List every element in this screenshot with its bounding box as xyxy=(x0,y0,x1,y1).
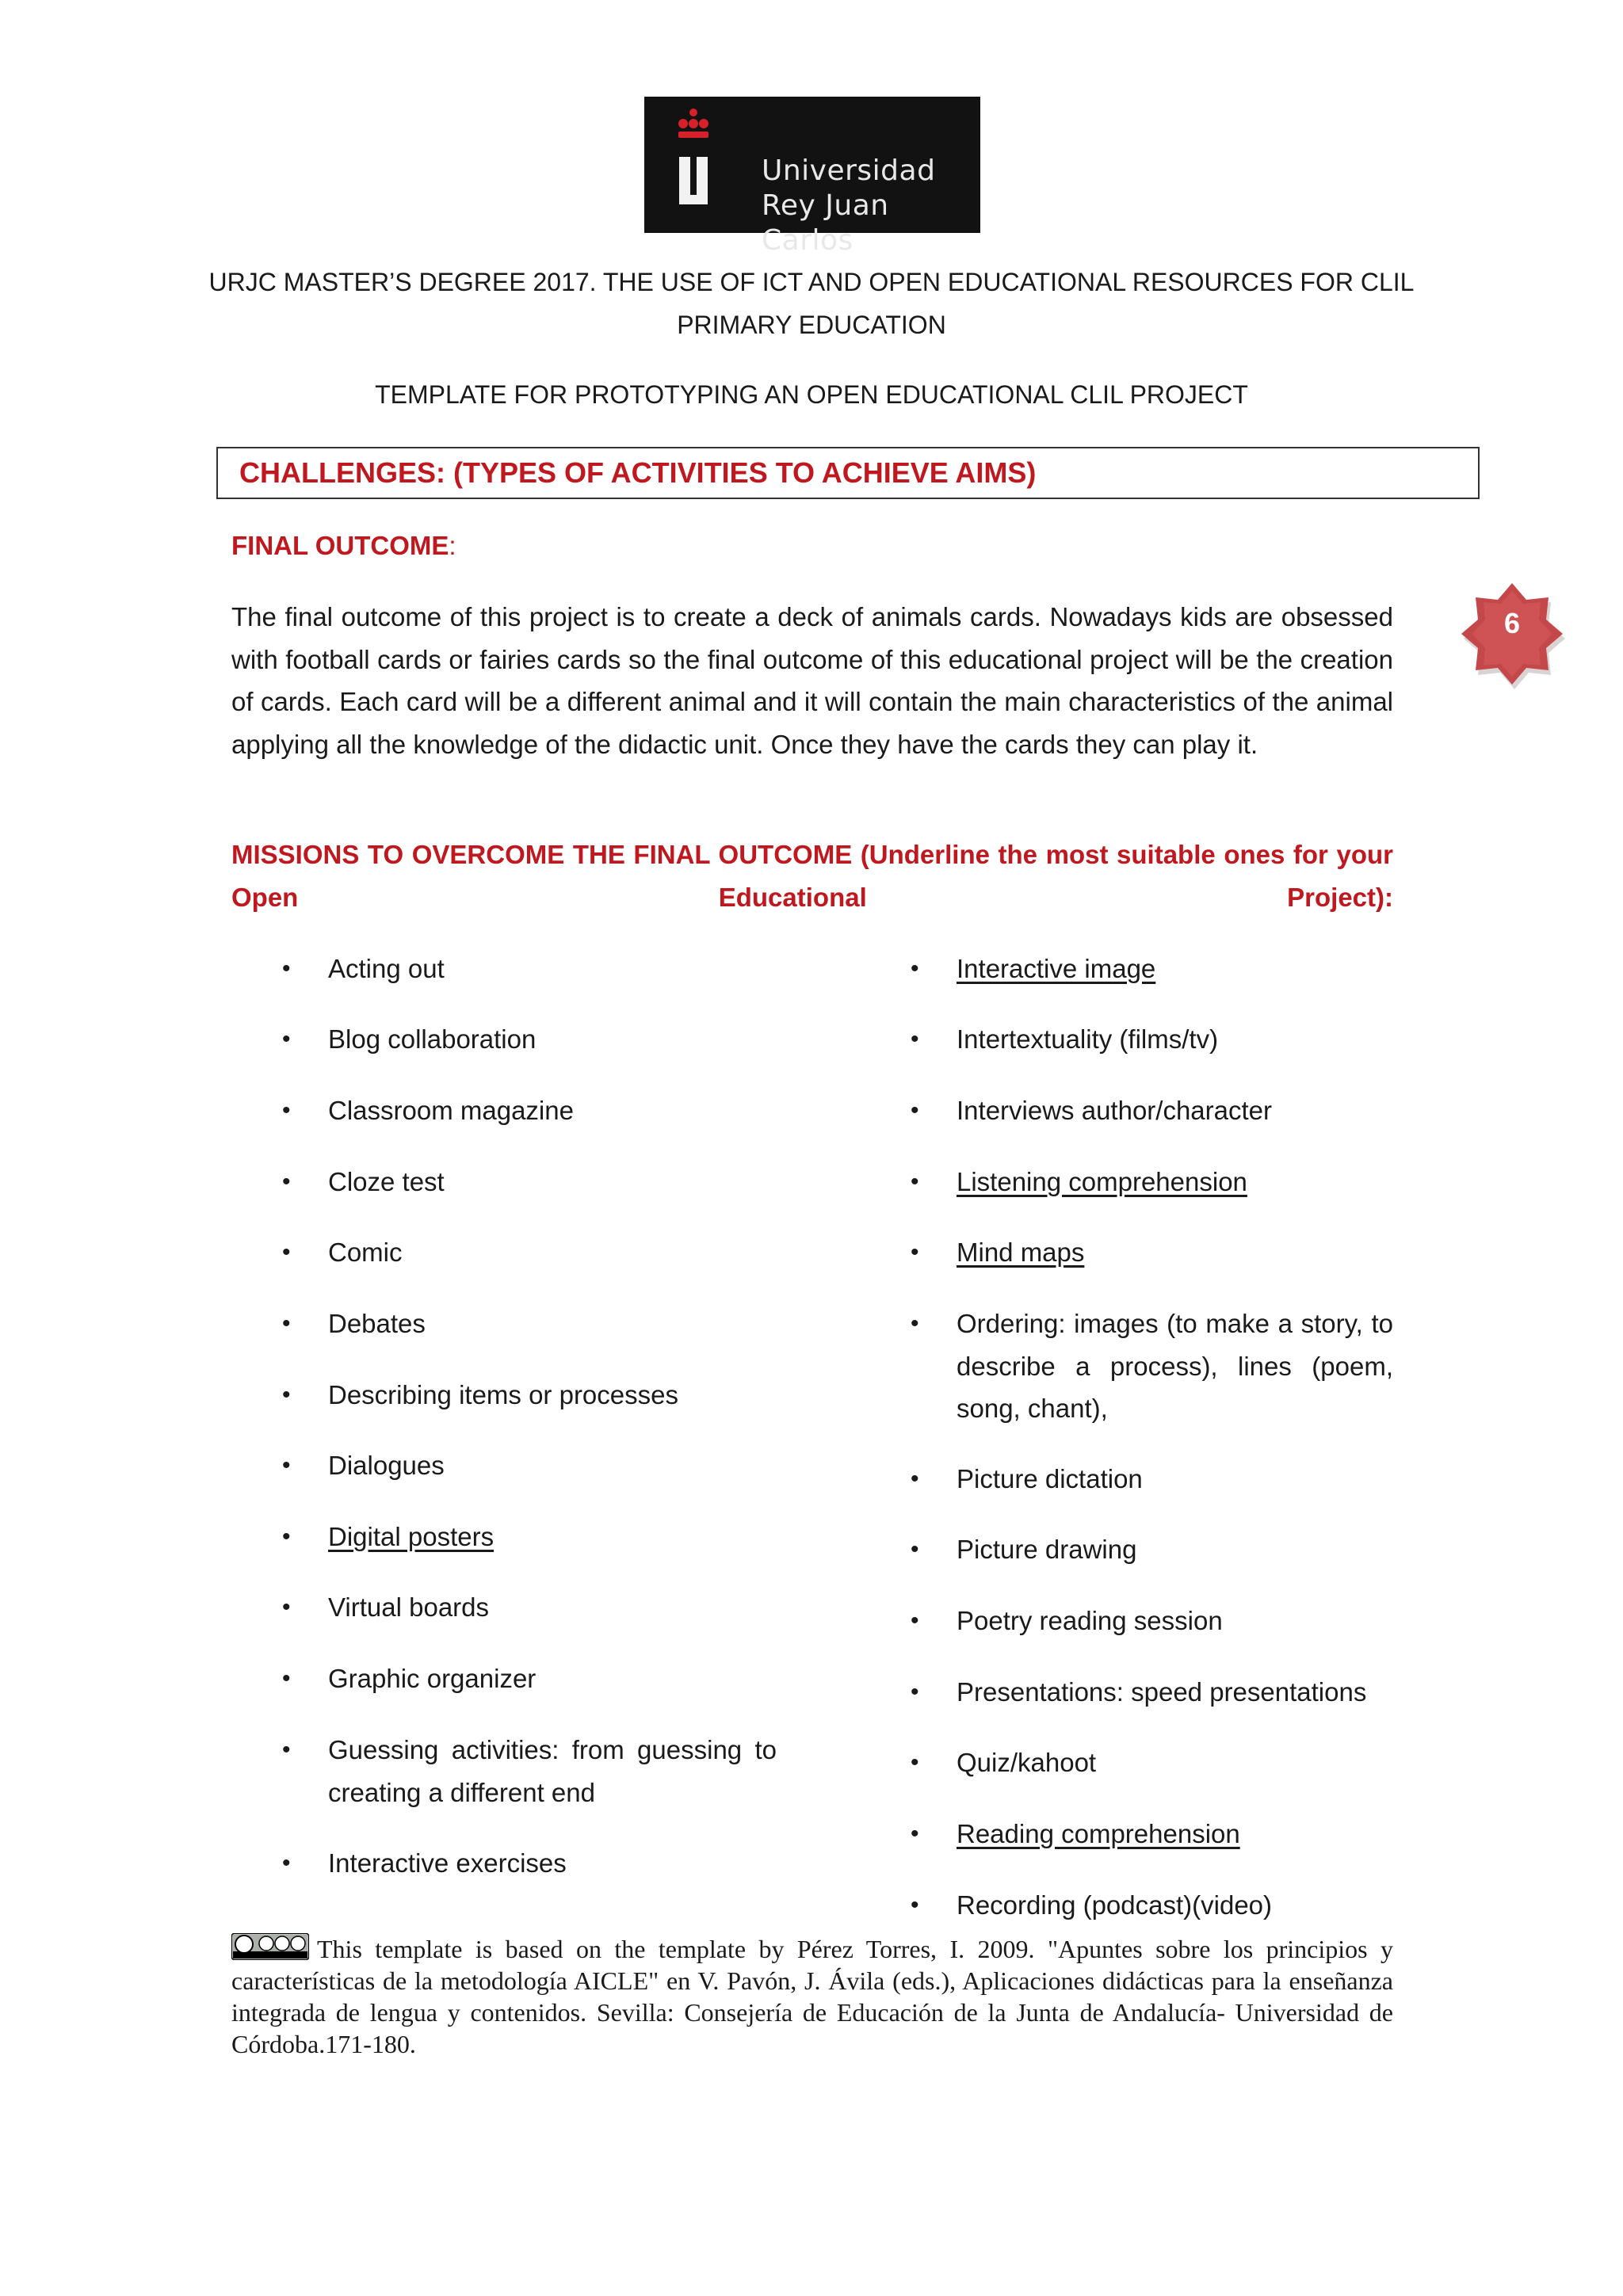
list-item xyxy=(911,1302,1393,1430)
list-item xyxy=(282,1516,804,1558)
list-item xyxy=(911,1458,1400,1501)
list-item xyxy=(911,1161,1400,1203)
list-item-text: Acting out xyxy=(328,954,445,983)
bullet-icon: • xyxy=(911,1026,919,1052)
list-item xyxy=(282,1729,777,1814)
page-number: 6 xyxy=(1503,607,1521,639)
list-item xyxy=(911,1813,1400,1855)
bullet-icon: • xyxy=(282,1026,291,1052)
list-item-text: Cloze test xyxy=(328,1167,445,1196)
list-item xyxy=(911,1231,1400,1274)
list-item xyxy=(911,1671,1416,1714)
list-item xyxy=(282,1302,804,1345)
template-subtitle: TEMPLATE FOR PROTOTYPING AN OPEN EDUCATIONAL CLIL PROJECT xyxy=(375,380,1248,409)
list-item xyxy=(911,1741,1400,1784)
list-item xyxy=(282,1657,804,1700)
university-logo xyxy=(644,97,980,257)
bullet-icon: • xyxy=(282,1310,291,1337)
list-item-text: Picture dictation xyxy=(957,1464,1143,1493)
header-title-line-2: PRIMARY EDUCATION xyxy=(677,311,946,339)
list-item xyxy=(911,1089,1400,1132)
bullet-icon: • xyxy=(282,1169,291,1195)
page-number-badge xyxy=(1455,577,1569,691)
list-item-text: Interactive image xyxy=(957,954,1156,983)
list-item-text: Interactive exercises xyxy=(328,1848,567,1878)
list-item-text: Presentations: speed presentations xyxy=(957,1677,1367,1707)
list-item-text: Ordering: images (to make a story, to describe a process), lines (poem, song, chant), xyxy=(957,1309,1393,1423)
bullet-icon: • xyxy=(911,1821,919,1847)
bullet-icon: • xyxy=(911,1608,919,1634)
list-item-text: Recording (podcast)(video) xyxy=(957,1890,1273,1920)
list-item xyxy=(282,1089,804,1132)
list-item xyxy=(282,1161,804,1203)
list-item-text: Guessing activities: from guessing to creating a different end xyxy=(328,1735,777,1807)
bullet-icon: • xyxy=(911,1749,919,1775)
list-item-text: Listening comprehension xyxy=(957,1167,1247,1196)
list-item xyxy=(282,1586,804,1629)
list-item xyxy=(911,1884,1400,1927)
list-item-text: Graphic organizer xyxy=(328,1664,537,1693)
bullet-icon: • xyxy=(911,1169,919,1195)
bullet-icon: • xyxy=(911,955,919,982)
list-item xyxy=(282,1444,804,1487)
list-item xyxy=(282,948,804,990)
list-item xyxy=(282,1018,804,1061)
list-item-text: Describing items or processes xyxy=(328,1380,678,1409)
list-item xyxy=(282,1842,804,1885)
final-outcome-label-text: FINAL OUTCOME xyxy=(231,531,449,560)
footer-citation: This template is based on the template by Pérez Torres, I. 2009. "Apuntes sobre los principios y características de la metodología AICLE" en V. Pavón, J. Ávila (eds.), Aplicaciones didácticas para la enseñanza integrada de lengua y contenidos. Sevilla: Consejería de Educación de la Junta de Andalucía- Universidad de Córdoba.171-180. xyxy=(231,1935,1393,2058)
list-item-text: Digital posters xyxy=(328,1522,495,1551)
bullet-icon: • xyxy=(911,1239,919,1265)
bullet-icon: • xyxy=(911,1466,919,1492)
list-item-text: Mind maps xyxy=(957,1238,1085,1267)
list-item xyxy=(282,1231,804,1274)
list-item xyxy=(911,1018,1400,1061)
list-item xyxy=(911,948,1400,990)
bullet-icon: • xyxy=(911,1310,919,1337)
list-item-text: Comic xyxy=(328,1238,403,1267)
list-item-text: Quiz/kahoot xyxy=(957,1748,1097,1777)
list-item-text: Debates xyxy=(328,1309,426,1338)
bullet-icon: • xyxy=(911,1097,919,1123)
list-item-text: Picture drawing xyxy=(957,1535,1137,1564)
bullet-icon: • xyxy=(282,955,291,982)
final-outcome-colon: : xyxy=(449,531,456,560)
bullet-icon: • xyxy=(911,1536,919,1562)
bullet-icon: • xyxy=(282,1594,291,1620)
challenges-heading: CHALLENGES: (TYPES OF ACTIVITIES TO ACHIEVE AIMS) xyxy=(239,456,1037,489)
challenges-heading-box xyxy=(216,447,1480,499)
bullet-icon: • xyxy=(911,1679,919,1705)
list-item-text: Intertextuality (films/tv) xyxy=(957,1024,1219,1054)
list-item-text: Virtual boards xyxy=(328,1592,490,1622)
bullet-icon: • xyxy=(282,1850,291,1876)
final-outcome-paragraph: The final outcome of this project is to create a deck of animals cards. Nowadays kids are obsessed with football cards or fairies cards so the final outcome of this educational project will be the creation of cards. Each card will be a different animal and it will contain the main characteristics of the animal applying all the knowledge of the didactic unit. Once they have the cards they can play it. xyxy=(231,602,1393,759)
bullet-icon: • xyxy=(282,1665,291,1691)
logo-line-1: Universidad xyxy=(762,154,936,187)
missions-heading: MISSIONS TO OVERCOME THE FINAL OUTCOME (Underline the most suitable ones for your Open Educational Project): xyxy=(231,840,1393,912)
list-item xyxy=(911,1528,1400,1571)
bullet-icon: • xyxy=(282,1452,291,1478)
bullet-icon: • xyxy=(282,1382,291,1408)
list-item-text: Reading comprehension xyxy=(957,1819,1240,1848)
bullet-icon: • xyxy=(911,1892,919,1918)
list-item-text: Poetry reading session xyxy=(957,1606,1223,1635)
list-item-text: Classroom magazine xyxy=(328,1096,574,1125)
logo-line-2: Rey Juan Carlos xyxy=(762,189,889,257)
final-outcome-label xyxy=(231,531,456,561)
bullet-icon: • xyxy=(282,1524,291,1550)
list-item xyxy=(282,1374,804,1417)
bullet-icon: • xyxy=(282,1737,291,1763)
header-title-line-1: URJC MASTER’S DEGREE 2017. THE USE OF ICT AND OPEN EDUCATIONAL RESOURCES FOR CLIL xyxy=(208,268,1415,296)
list-item-text: Interviews author/character xyxy=(957,1096,1273,1125)
list-item-text: Dialogues xyxy=(328,1451,445,1480)
bullet-icon: • xyxy=(282,1097,291,1123)
list-item xyxy=(911,1600,1400,1642)
bullet-icon: • xyxy=(282,1239,291,1265)
list-item-text: Blog collaboration xyxy=(328,1024,537,1054)
